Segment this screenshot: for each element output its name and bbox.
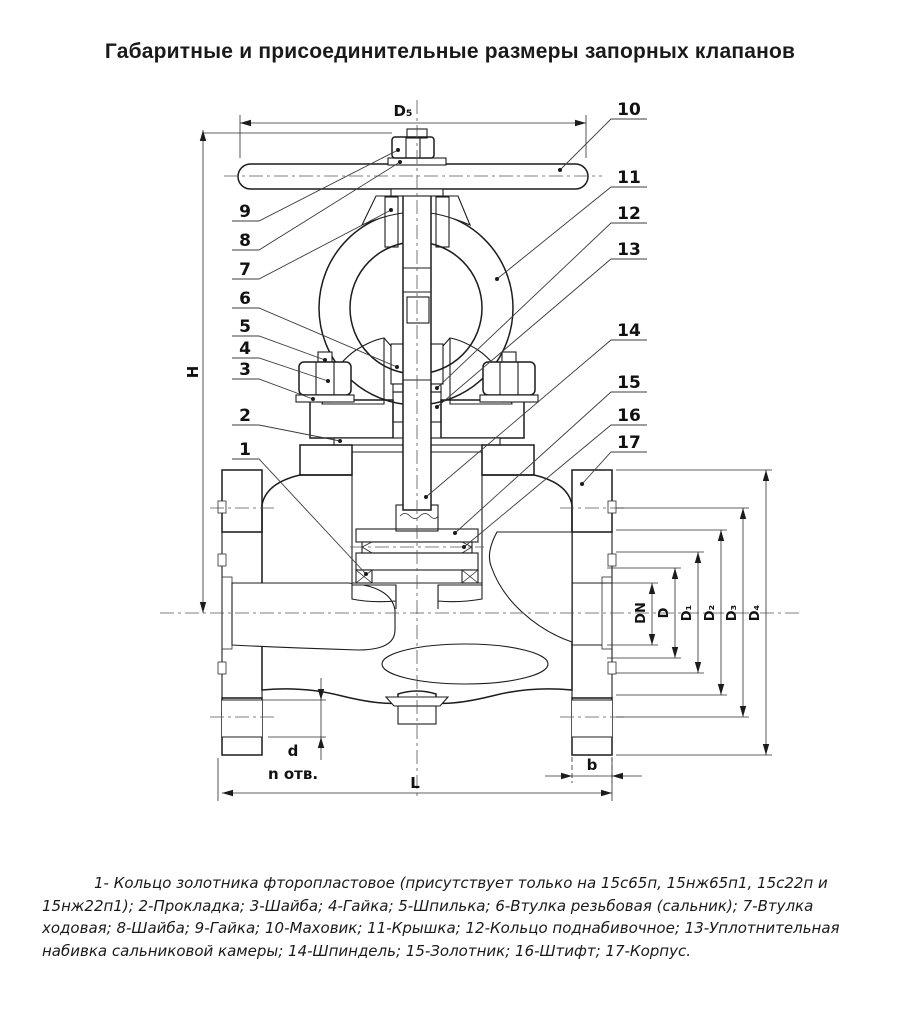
page-title: Габаритные и присоединительные размеры запорных клапанов xyxy=(104,40,796,63)
dim-label-d1: D₁ xyxy=(680,604,695,622)
svg-text:9: 9 xyxy=(239,202,251,222)
dim-label-d-hole: d xyxy=(287,742,299,760)
dim-label-d4: D₄ xyxy=(748,604,763,622)
svg-text:11: 11 xyxy=(617,168,641,188)
svg-text:2: 2 xyxy=(239,406,251,426)
svg-text:10: 10 xyxy=(617,100,641,120)
svg-text:17: 17 xyxy=(617,433,641,453)
svg-text:4: 4 xyxy=(239,339,251,359)
dim-label-l: L xyxy=(410,774,420,792)
dim-label-d3: D₃ xyxy=(725,604,740,622)
dim-label-d5: D₅ xyxy=(393,102,413,120)
callout-10 xyxy=(558,100,647,172)
svg-text:1: 1 xyxy=(239,440,251,460)
svg-text:3: 3 xyxy=(239,360,251,380)
svg-text:12: 12 xyxy=(617,204,641,224)
parts-legend: 1- Кольцо золотника фторопластовое (присутствует только на 15с65п, 15нж65п1, 15с22п и 15нж22п1); 2-Прокладка; 3-Шайба; 4-Гайка; 5-Шпилька; 6-Втулка резьбовая (сальник); 7-Втулка ходовая; 8-Шайба; 9-Гайка; 10-Маховик; 11-Крышка; 12-Кольцо поднабивочное; 13-Уплотнительная набивка сальниковой камеры; 14-Шпиндель; 15-Золотник; 16-Штифт; 17-Корпус. xyxy=(42,874,840,960)
dim-label-d2: D₂ xyxy=(703,604,718,622)
dim-label-d: D xyxy=(657,607,672,619)
dim-label-h: H xyxy=(184,365,202,379)
callout-17 xyxy=(580,433,647,486)
svg-text:16: 16 xyxy=(617,406,641,426)
dim-label-dn: DN xyxy=(634,602,649,624)
svg-text:5: 5 xyxy=(239,317,251,337)
svg-text:13: 13 xyxy=(617,240,641,260)
dim-label-b: b xyxy=(586,756,598,774)
dim-label-n-holes: n отв. xyxy=(267,765,319,783)
handwheel xyxy=(238,129,588,196)
svg-text:7: 7 xyxy=(239,260,251,280)
svg-text:6: 6 xyxy=(239,289,251,309)
svg-text:15: 15 xyxy=(617,373,641,393)
svg-text:8: 8 xyxy=(239,231,251,251)
callout-16 xyxy=(462,406,647,549)
svg-text:14: 14 xyxy=(617,321,641,341)
